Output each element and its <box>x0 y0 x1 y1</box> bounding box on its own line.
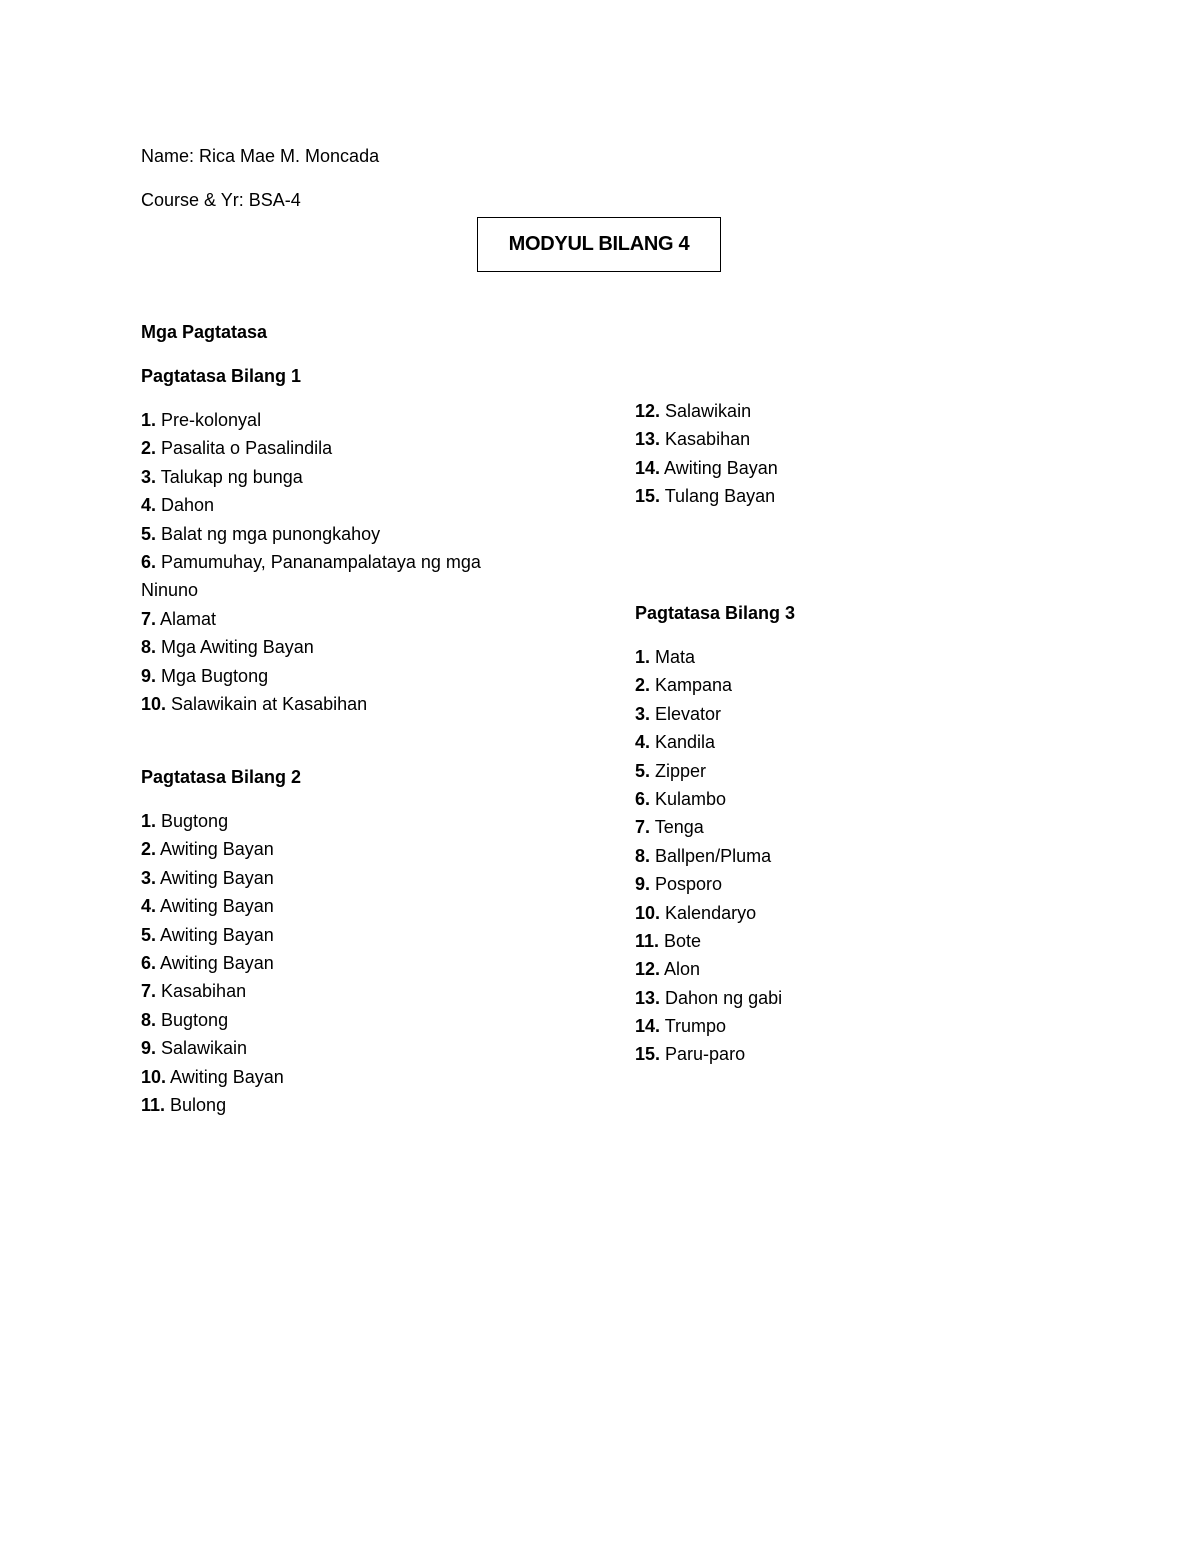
item-text: Pamumuhay, Pananampalataya ng mga Ninuno <box>141 551 481 601</box>
item-text: Kulambo <box>650 788 727 809</box>
item-text: Salawikain <box>156 1038 248 1059</box>
list-item <box>635 728 782 756</box>
item-text: Salawikain <box>660 401 752 421</box>
item-text: Awiting Bayan <box>156 952 274 973</box>
item-text: Bulong <box>165 1094 227 1115</box>
item-text: Pre-kolonyal <box>156 410 262 430</box>
item-number: 14. <box>635 1016 661 1037</box>
item-text: Awiting Bayan <box>660 457 778 478</box>
item-number: 1. <box>141 410 157 430</box>
list-item <box>141 977 284 1005</box>
item-text: Kasabihan <box>156 981 247 1002</box>
item-text: Mga Awiting Bayan <box>156 637 314 658</box>
item-text: Ballpen/Pluma <box>650 845 772 866</box>
list-item <box>141 949 284 977</box>
item-number: 15. <box>635 486 661 507</box>
item-number: 6. <box>141 952 157 973</box>
item-number: 2. <box>635 675 651 696</box>
list-item <box>141 406 521 434</box>
assessment1-list <box>141 406 521 718</box>
list-item <box>141 1063 284 1091</box>
item-number: 1. <box>635 647 651 667</box>
list-item <box>635 1040 782 1068</box>
item-number: 15. <box>635 1044 661 1065</box>
item-text: Tulang Bayan <box>660 486 776 507</box>
list-item <box>141 491 521 519</box>
item-number: 7. <box>141 981 157 1002</box>
item-text: Trumpo <box>660 1016 727 1037</box>
item-text: Bote <box>659 930 702 951</box>
list-item <box>635 870 782 898</box>
item-number: 3. <box>141 867 157 888</box>
assessment2-heading: Pagtatasa Bilang 2 <box>141 767 302 787</box>
list-item <box>141 1091 284 1119</box>
item-number: 2. <box>141 438 157 459</box>
list-item <box>141 1006 284 1034</box>
assessment2-list <box>141 807 284 1119</box>
item-text: Kandila <box>650 732 716 753</box>
item-number: 9. <box>141 1038 157 1059</box>
list-item <box>141 921 284 949</box>
item-text: Awiting Bayan <box>156 867 274 888</box>
item-text: Kalendaryo <box>660 902 757 923</box>
item-number: 10. <box>141 693 167 714</box>
list-item <box>635 671 782 699</box>
item-number: 6. <box>141 551 157 572</box>
item-number: 8. <box>635 845 651 866</box>
list-item <box>635 955 782 983</box>
item-number: 4. <box>635 732 651 753</box>
item-number: 8. <box>141 637 157 658</box>
item-text: Alamat <box>156 608 217 629</box>
item-text: Bugtong <box>156 1009 229 1030</box>
item-number: 3. <box>635 703 651 724</box>
item-number: 7. <box>141 608 157 629</box>
list-item <box>141 662 521 690</box>
section-heading: Mga Pagtatasa <box>141 322 268 342</box>
item-text: Mata <box>650 647 696 667</box>
item-number: 7. <box>635 817 651 838</box>
item-number: 11. <box>635 930 660 951</box>
list-item <box>141 633 521 661</box>
list-item <box>635 899 782 927</box>
list-item <box>141 690 521 718</box>
item-text: Awiting Bayan <box>156 924 274 945</box>
item-text: Kampana <box>650 675 733 696</box>
item-text: Awiting Bayan <box>156 839 274 860</box>
item-text: Mga Bugtong <box>156 665 269 686</box>
item-text: Dahon ng gabi <box>660 987 783 1008</box>
assessment1-heading: Pagtatasa Bilang 1 <box>141 366 302 386</box>
item-number: 12. <box>635 959 661 980</box>
item-text: Dahon <box>156 495 215 516</box>
list-item <box>141 605 521 633</box>
item-text: Awiting Bayan <box>156 896 274 917</box>
item-number: 14. <box>635 457 661 478</box>
course-year: Course & Yr: BSA-4 <box>141 190 301 210</box>
item-text: Awiting Bayan <box>166 1066 284 1087</box>
item-number: 4. <box>141 495 157 516</box>
list-item <box>141 434 521 462</box>
list-item <box>635 1012 782 1040</box>
list-item <box>635 927 782 955</box>
item-text: Pasalita o Pasalindila <box>156 438 333 459</box>
list-item <box>141 807 284 835</box>
item-number: 4. <box>141 896 157 917</box>
module-title: MODYUL BILANG 4 <box>508 233 690 255</box>
list-item <box>141 892 284 920</box>
item-text: Kasabihan <box>660 429 751 450</box>
assessment3-list <box>635 643 782 1069</box>
item-number: 2. <box>141 839 157 860</box>
item-text: Bugtong <box>156 811 229 831</box>
item-text: Paru-paro <box>660 1044 746 1065</box>
item-text: Talukap ng bunga <box>156 466 303 487</box>
list-item <box>635 785 782 813</box>
list-item <box>141 1034 284 1062</box>
item-number: 12. <box>635 401 661 421</box>
item-number: 13. <box>635 987 661 1008</box>
list-item <box>141 548 521 605</box>
list-item <box>635 425 778 453</box>
list-item <box>635 482 778 510</box>
list-item <box>635 842 782 870</box>
list-item <box>141 835 284 863</box>
item-text: Salawikain at Kasabihan <box>166 693 368 714</box>
list-item <box>635 643 782 671</box>
student-name: Name: Rica Mae M. Moncada <box>141 146 380 166</box>
list-item <box>635 454 778 482</box>
assessment3-heading: Pagtatasa Bilang 3 <box>635 603 796 623</box>
item-number: 11. <box>141 1094 166 1115</box>
item-number: 5. <box>635 760 651 781</box>
item-number: 5. <box>141 523 157 544</box>
item-text: Tenga <box>650 817 704 838</box>
item-number: 10. <box>141 1066 167 1087</box>
item-text: Elevator <box>650 703 722 724</box>
list-item <box>141 864 284 892</box>
list-item <box>635 813 782 841</box>
item-number: 10. <box>635 902 661 923</box>
item-text: Posporo <box>650 874 723 895</box>
item-number: 3. <box>141 466 157 487</box>
item-number: 8. <box>141 1009 157 1030</box>
list-item <box>635 984 782 1012</box>
item-text: Alon <box>660 959 701 980</box>
item-number: 9. <box>635 874 651 895</box>
item-number: 5. <box>141 924 157 945</box>
list-item <box>635 397 778 425</box>
item-number: 1. <box>141 811 157 831</box>
assessment2-list-continued <box>635 397 778 511</box>
list-item <box>635 757 782 785</box>
list-item <box>141 463 521 491</box>
item-number: 9. <box>141 665 157 686</box>
list-item <box>635 700 782 728</box>
item-number: 13. <box>635 429 661 450</box>
item-text: Zipper <box>650 760 707 781</box>
module-title-box <box>477 217 721 272</box>
item-number: 6. <box>635 788 651 809</box>
list-item <box>141 520 521 548</box>
item-text: Balat ng mga punongkahoy <box>156 523 381 544</box>
